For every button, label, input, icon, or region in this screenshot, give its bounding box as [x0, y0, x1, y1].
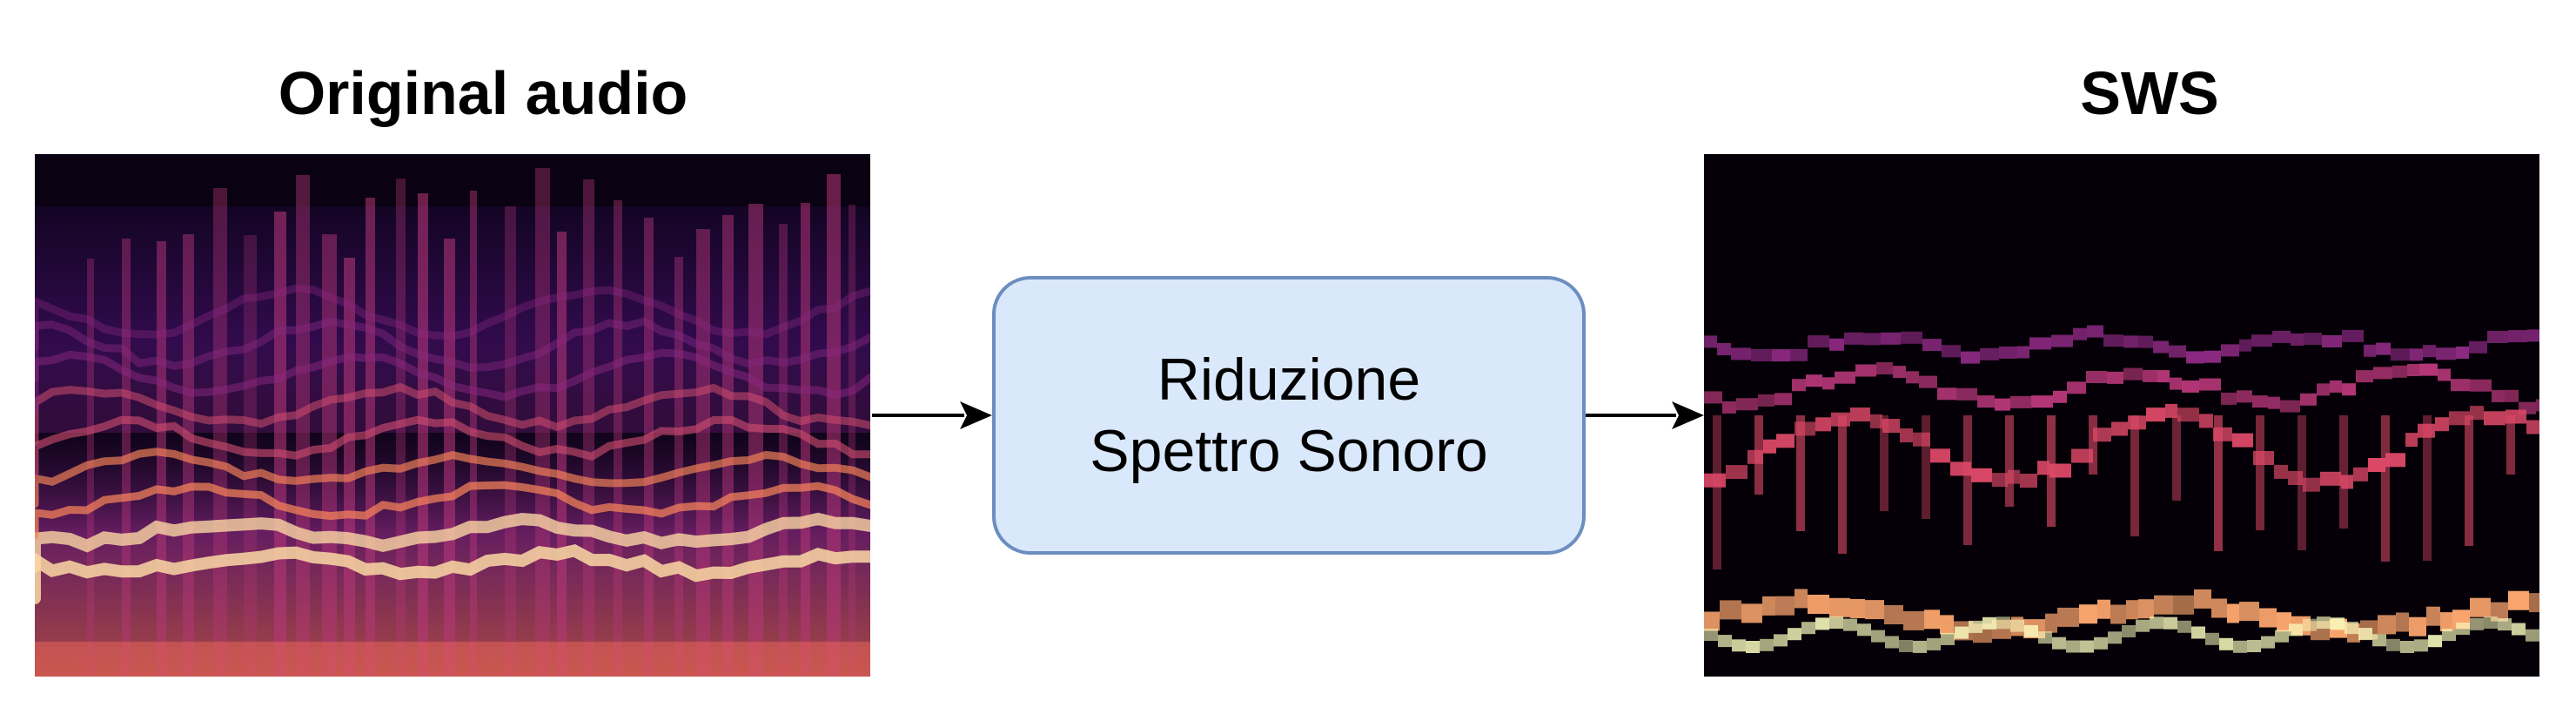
orig-burst — [296, 175, 310, 677]
sws-bright-block — [2066, 641, 2080, 653]
sws-bright-block — [1913, 641, 1927, 653]
sws-bright-block — [2400, 641, 2414, 653]
sws-vertical-stroke — [2214, 415, 2223, 551]
sws-formant-block — [2017, 347, 2029, 359]
sws-formant-block — [2170, 378, 2182, 390]
sws-formant-block — [1763, 440, 1776, 454]
sws-formant-block — [2529, 593, 2539, 612]
sws-vertical-stroke — [1796, 415, 1805, 531]
sws-formant-block — [1704, 391, 1722, 403]
sws-formant-block — [2227, 604, 2239, 623]
orig-burst — [644, 218, 654, 677]
sws-bright-block — [2136, 620, 2150, 632]
sws-vertical-stroke — [2423, 415, 2432, 561]
sws-formant-block — [2079, 604, 2097, 623]
sws-vertical-stroke — [2089, 415, 2097, 475]
sws-formant-block — [2405, 433, 2418, 447]
sws-formant-block — [2505, 390, 2519, 402]
sws-formant-block — [2194, 589, 2211, 609]
sws-bright-block — [2456, 623, 2470, 635]
sws-formant-block — [2300, 394, 2317, 406]
sws-formant-block — [1792, 379, 1806, 391]
sws-bright-block — [2526, 630, 2539, 642]
sws-formant-block — [2251, 334, 2272, 347]
sws-vertical-stroke — [1713, 415, 1721, 569]
sws-formant-block — [2057, 608, 2079, 627]
sws-bright-block — [1941, 633, 1955, 645]
sws-formant-block — [2031, 395, 2053, 408]
sws-formant-block — [2419, 364, 2438, 376]
sws-bright-block — [2275, 630, 2289, 643]
sws-bright-block — [2010, 620, 2024, 632]
sws-bright-block — [2205, 633, 2219, 645]
sws-bright-block — [2317, 616, 2331, 629]
sws-formant-block — [1956, 388, 1977, 401]
sws-formant-block — [2376, 343, 2391, 355]
sws-bright-block — [1871, 630, 1885, 643]
sws-vertical-stroke — [2047, 415, 2056, 527]
sws-formant-block — [1850, 599, 1865, 618]
sws-bright-block — [1704, 629, 1718, 641]
sws-formant-block — [2322, 335, 2342, 347]
sws-bright-block — [2261, 637, 2275, 649]
sws-bright-block — [2289, 623, 2303, 636]
sws-formant-block — [2232, 434, 2253, 448]
sws-formant-block — [2169, 346, 2186, 358]
process-line-2: Spettro Sonoro — [1090, 418, 1488, 484]
sws-vertical-stroke — [2339, 415, 2348, 529]
sws-bright-block — [2386, 639, 2400, 651]
sws-bright-block — [2122, 625, 2136, 637]
sws-vertical-stroke — [2298, 415, 2306, 550]
original-spectrogram-svg — [35, 154, 870, 677]
sws-vertical-stroke — [1922, 415, 1930, 519]
orig-burst — [418, 193, 428, 677]
sws-formant-block — [1844, 333, 1863, 345]
sws-formant-block — [2111, 422, 2128, 436]
sws-formant-block — [2182, 381, 2199, 393]
sws-bright-block — [1788, 628, 1801, 640]
sws-formant-block — [2110, 605, 2126, 624]
sws-bright-block — [2470, 618, 2484, 630]
sws-formant-block — [1774, 393, 1792, 405]
sws-formant-block — [2252, 395, 2268, 408]
sws-bright-block — [2372, 634, 2386, 646]
sws-formant-block — [2239, 340, 2251, 352]
sws-formant-block — [1942, 345, 1961, 357]
sws-formant-block — [2086, 371, 2107, 383]
sws-formant-block — [1808, 335, 1829, 347]
sws-bright-block — [2358, 628, 2372, 640]
sws-formant-block — [2508, 330, 2527, 342]
sws-formant-block — [2456, 347, 2469, 359]
sws-bright-block — [1843, 619, 1857, 631]
sws-bright-block — [2303, 619, 2317, 631]
sws-formant-block — [1901, 332, 1922, 344]
sws-formant-block — [2268, 397, 2280, 409]
sws-formant-block — [1930, 448, 1950, 462]
sws-bright-block — [2163, 617, 2177, 630]
sws-formant-block — [2126, 600, 2138, 619]
sws-formant-block — [2330, 381, 2342, 393]
sws-formant-block — [1776, 434, 1794, 448]
sws-formant-block — [2508, 591, 2529, 610]
sws-formant-block — [1980, 348, 1999, 360]
sws-bright-block — [2331, 617, 2345, 630]
sws-vertical-stroke — [1754, 415, 1763, 495]
sws-formant-block — [2364, 345, 2376, 357]
sws-formant-block — [2123, 368, 2143, 381]
orig-burst — [274, 212, 286, 677]
arrow-right-head — [1672, 401, 1704, 429]
sws-formant-block — [1829, 598, 1850, 617]
sws-bright-block — [1955, 627, 1969, 639]
sws-formant-block — [1922, 339, 1942, 351]
sws-formant-block — [1903, 611, 1924, 630]
sws-formant-block — [2221, 393, 2237, 405]
sws-bright-block — [1801, 622, 1815, 634]
sws-formant-block — [2396, 613, 2409, 632]
sws-formant-block — [1775, 596, 1794, 616]
sws-formant-block — [2373, 367, 2392, 379]
sws-bright-block — [2442, 629, 2456, 641]
sws-formant-block — [2410, 348, 2423, 360]
sws-formant-block — [2211, 599, 2227, 618]
sws-bright-block — [2177, 621, 2191, 633]
sws-formant-block — [2272, 331, 2291, 343]
sws-formant-block — [2353, 468, 2368, 482]
sws-bright-block — [2080, 641, 2094, 653]
sws-formant-block — [2073, 328, 2087, 340]
arrow-left-head — [960, 401, 992, 429]
sws-formant-block — [2239, 602, 2259, 621]
sws-formant-block — [1863, 333, 1881, 345]
orig-burst — [213, 188, 227, 677]
sws-bright-block — [2512, 623, 2526, 636]
sws-formant-block — [2492, 390, 2505, 402]
orig-burst — [674, 257, 683, 677]
sws-formant-block — [2274, 465, 2288, 479]
sws-formant-block — [2204, 351, 2221, 363]
sws-formant-block — [2280, 401, 2300, 413]
sws-vertical-stroke — [2130, 415, 2139, 536]
sws-bright-block — [2108, 631, 2122, 643]
sws-formant-block — [2153, 341, 2169, 354]
sws-label: SWS — [2080, 59, 2219, 127]
orig-burst — [722, 215, 734, 677]
sws-vertical-stroke — [2005, 415, 2014, 507]
orig-burst — [614, 200, 622, 677]
sws-bright-block — [1760, 639, 1774, 651]
sws-formant-block — [2173, 596, 2194, 615]
sws-bright-block — [1969, 621, 1982, 633]
sws-formant-block — [2392, 366, 2407, 378]
sws-formant-block — [2423, 345, 2436, 357]
sws-vertical-stroke — [2465, 415, 2473, 546]
sws-formant-block — [1808, 595, 1829, 614]
sws-formant-block — [2186, 351, 2204, 363]
sws-vertical-stroke — [2506, 415, 2515, 475]
sws-formant-block — [2138, 599, 2154, 618]
sws-formant-block — [1937, 387, 1956, 400]
sws-formant-block — [1893, 366, 1906, 378]
sws-bright-block — [2150, 616, 2163, 629]
sws-formant-block — [2436, 347, 2456, 360]
sws-formant-block — [2237, 390, 2252, 402]
sws-formant-block — [1704, 335, 1717, 347]
sws-bright-block — [1718, 635, 1732, 647]
sws-formant-block — [2199, 379, 2221, 391]
sws-vertical-stroke — [1880, 415, 1888, 511]
sws-formant-block — [1924, 610, 1940, 629]
sws-bright-block — [1774, 634, 1788, 646]
sws-formant-block — [2484, 411, 2506, 425]
sws-formant-block — [2154, 596, 2173, 615]
sws-bright-block — [1857, 623, 1871, 636]
sws-vertical-stroke — [2256, 415, 2264, 530]
sws-bright-block — [1899, 640, 1913, 652]
sws-formant-block — [1726, 465, 1748, 479]
sws-formant-block — [2317, 383, 2330, 395]
sws-formant-block — [2020, 474, 2037, 488]
sws-bright-block — [2498, 618, 2512, 630]
sws-formant-block — [2342, 383, 2356, 395]
sws-formant-block — [1772, 349, 1790, 361]
sws-formant-block — [2378, 615, 2396, 634]
sws-formant-block — [1906, 371, 1919, 383]
sws-formant-block — [1806, 374, 1822, 387]
sws-formant-block — [2470, 598, 2491, 617]
sws-formant-block — [2536, 400, 2539, 412]
original-audio-label: Original audio — [278, 59, 688, 127]
sws-formant-block — [2146, 408, 2165, 421]
sws-formant-block — [1717, 343, 1731, 355]
process-line-1: Riduzione — [1157, 347, 1421, 413]
sws-bright-block — [2414, 639, 2428, 651]
sws-formant-block — [1961, 352, 1980, 364]
sws-formant-block — [1855, 365, 1876, 377]
sws-formant-block — [2051, 335, 2073, 347]
sws-formant-block — [2451, 379, 2470, 391]
orig-burst — [583, 179, 594, 677]
sws-bright-block — [1732, 639, 1746, 651]
sws-formant-block — [2304, 333, 2322, 345]
orig-burst — [827, 174, 841, 677]
sws-formant-block — [2010, 396, 2031, 408]
sws-formant-block — [1815, 417, 1831, 431]
sws-bright-block — [2038, 631, 2052, 643]
sws-formant-block — [2320, 472, 2341, 486]
sws-formant-block — [2526, 421, 2539, 434]
sws-bright-block — [2191, 627, 2205, 639]
sws-formant-block — [2391, 348, 2410, 360]
sws-formant-block — [1995, 399, 2010, 411]
sws-formant-block — [2259, 609, 2277, 628]
sws-formant-block — [2157, 370, 2170, 382]
sws-formant-block — [1722, 401, 1736, 414]
sws-bright-block — [2345, 622, 2358, 634]
sws-formant-block — [2407, 364, 2419, 376]
orig-burst — [748, 204, 763, 677]
sws-formant-block — [1829, 339, 1844, 351]
sws-bright-block — [1746, 641, 1760, 653]
sws-formant-block — [2087, 326, 2103, 338]
sws-bright-block — [1996, 616, 2010, 629]
sws-formant-block — [1977, 395, 1995, 408]
sws-vertical-stroke — [1963, 415, 1972, 545]
sws-spectrogram-pattern — [1704, 154, 2539, 677]
sws-formant-block — [2426, 607, 2440, 626]
orig-burst — [849, 205, 855, 677]
sws-formant-block — [2356, 370, 2373, 382]
sws-formant-block — [1850, 408, 1870, 421]
sws-spectrogram-svg — [1704, 154, 2539, 677]
sws-formant-block — [1900, 428, 1913, 442]
sws-bright-block — [2428, 635, 2442, 647]
sws-formant-block — [2438, 369, 2451, 381]
sws-formant-block — [1999, 347, 2017, 359]
sws-formant-block — [1971, 468, 1992, 482]
original-spectrogram-pattern — [35, 154, 870, 677]
orig-burst — [779, 224, 788, 677]
sws-formant-block — [1736, 398, 1758, 410]
sws-formant-block — [1940, 615, 1954, 634]
sws-bright-block — [2233, 641, 2247, 653]
sws-spectrogram — [1704, 154, 2539, 677]
sws-bright-block — [1885, 637, 1899, 649]
sws-formant-block — [1881, 333, 1901, 345]
sws-formant-block — [2435, 417, 2449, 431]
sws-formant-block — [1884, 605, 1903, 624]
sws-formant-block — [1758, 394, 1774, 407]
orig-bottom-band — [35, 642, 870, 677]
sws-bright-block — [2219, 638, 2233, 650]
sws-formant-block — [2470, 380, 2492, 392]
sws-vertical-stroke — [2172, 415, 2181, 501]
sws-bright-block — [1815, 617, 1829, 630]
sws-formant-block — [2138, 336, 2153, 348]
sws-formant-block — [2143, 370, 2157, 382]
orig-burst — [696, 229, 710, 677]
sws-formant-block — [2103, 334, 2123, 347]
sws-formant-block — [2440, 612, 2452, 631]
sws-bright-block — [2052, 637, 2066, 650]
sws-formant-block — [2053, 391, 2067, 403]
sws-formant-block — [2029, 337, 2051, 349]
sws-formant-block — [1794, 589, 1808, 608]
sws-formant-block — [1741, 603, 1762, 623]
sws-formant-block — [1704, 612, 1720, 631]
process-box — [992, 276, 1586, 555]
sws-formant-block — [2409, 617, 2426, 637]
sws-bright-block — [2484, 616, 2498, 629]
sws-formant-block — [2045, 614, 2057, 633]
sws-formant-block — [1835, 372, 1855, 384]
sws-formant-block — [1790, 349, 1808, 361]
sws-formant-block — [1865, 600, 1884, 619]
sws-formant-block — [1731, 347, 1751, 360]
sws-formant-block — [1876, 362, 1893, 374]
sws-formant-block — [1919, 376, 1937, 388]
original-audio-spectrogram — [35, 154, 870, 677]
sws-formant-block — [1720, 600, 1741, 619]
sws-formant-block — [2097, 600, 2110, 619]
sws-formant-block — [2527, 329, 2539, 341]
sws-formant-block — [2123, 335, 2138, 347]
orig-burst — [157, 241, 166, 677]
sws-bright-block — [1927, 638, 1941, 650]
sws-formant-block — [2107, 372, 2123, 384]
sws-formant-block — [2487, 331, 2508, 343]
sws-formant-block — [1762, 596, 1775, 616]
sws-bright-block — [2094, 637, 2108, 650]
sws-bright-block — [2024, 625, 2038, 637]
sws-vertical-stroke — [1838, 415, 1847, 554]
arrow-left — [872, 401, 992, 429]
sws-formant-block — [2291, 333, 2304, 346]
sws-bright-block — [1982, 617, 1996, 630]
sws-bright-block — [1829, 616, 1843, 629]
sws-vertical-stroke — [2381, 415, 2390, 562]
sws-bright-block — [2247, 640, 2261, 652]
sws-formant-block — [2221, 344, 2239, 356]
sws-formant-block — [2469, 341, 2487, 354]
sws-formant-block — [2342, 330, 2364, 342]
sws-formant-block — [2067, 381, 2086, 394]
sws-formant-block — [2199, 414, 2213, 428]
sws-formant-block — [1822, 377, 1835, 389]
sws-formant-block — [1751, 349, 1772, 361]
arrow-right — [1586, 401, 1704, 429]
